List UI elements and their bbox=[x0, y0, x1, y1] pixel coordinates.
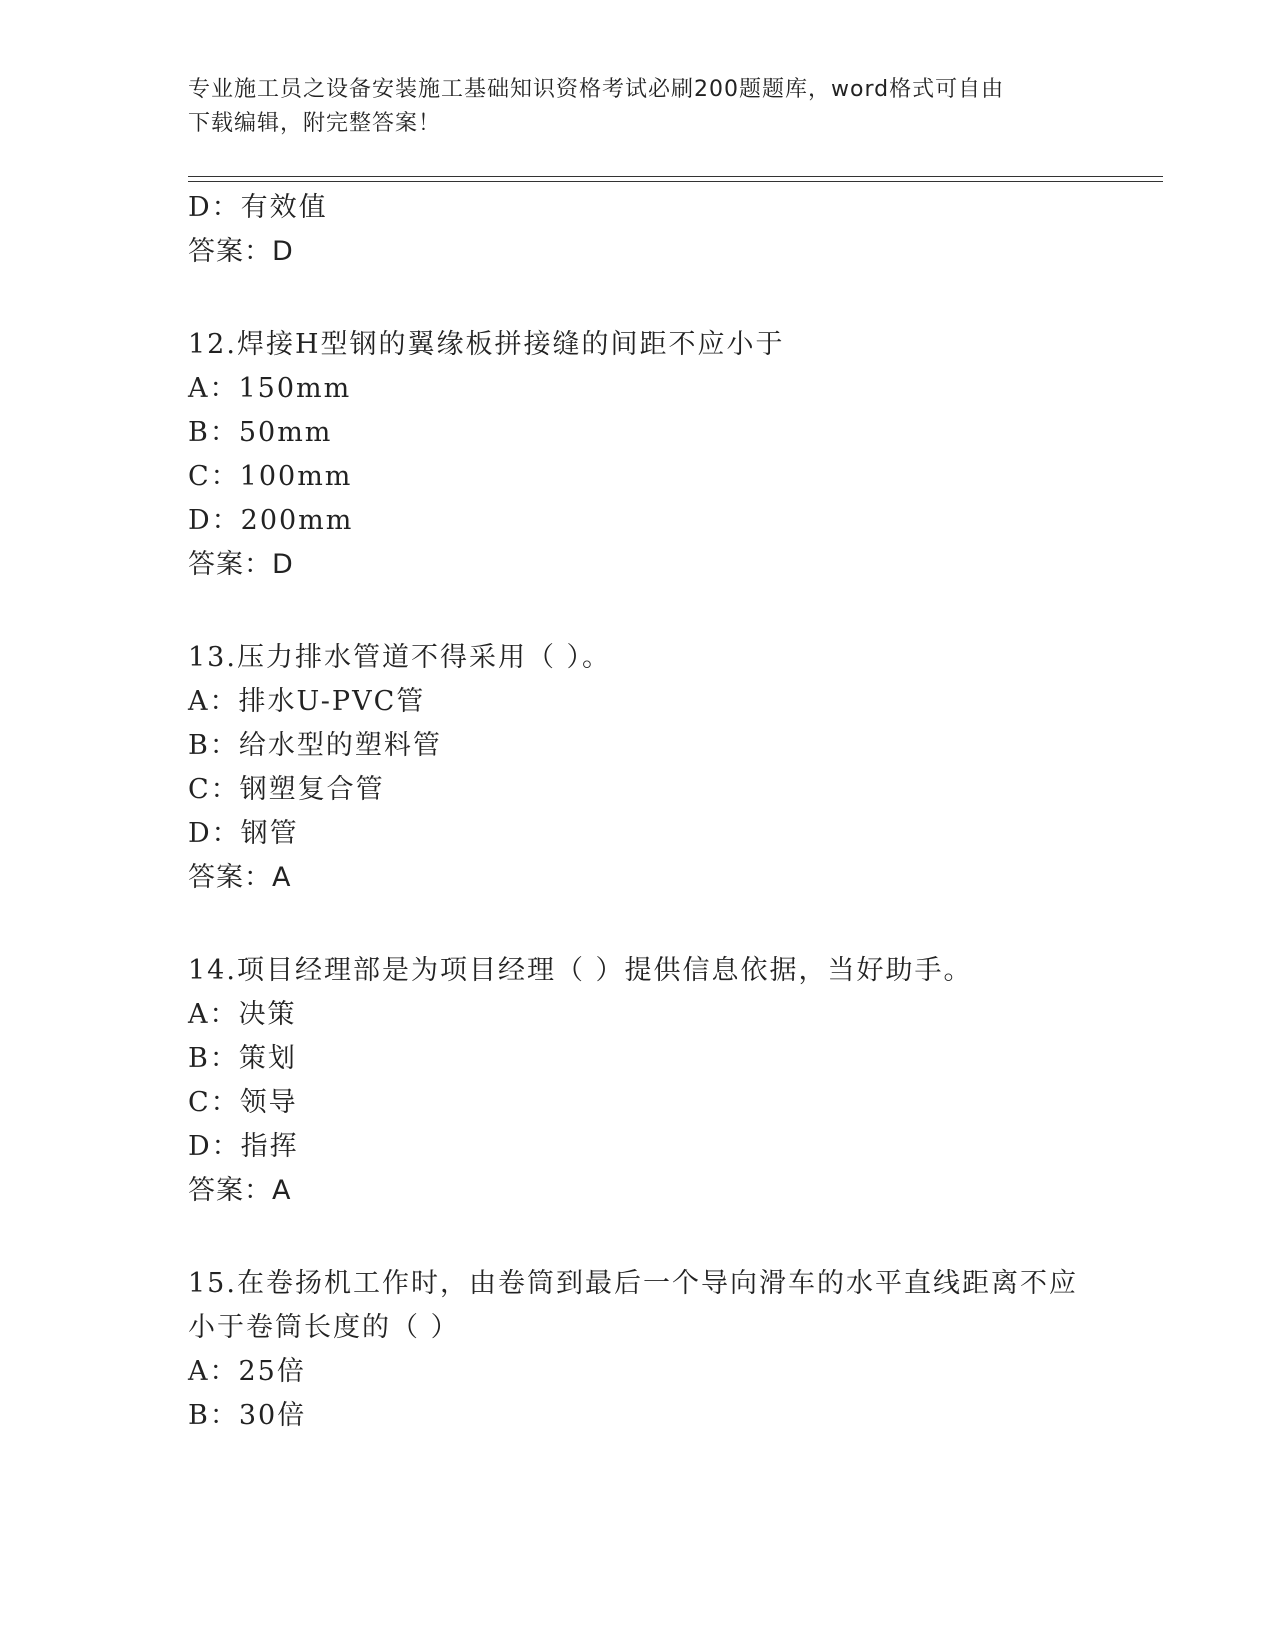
answer-line: 答案：D bbox=[188, 549, 294, 580]
header-divider-bottom bbox=[188, 181, 1163, 182]
question-13: 13.压力排水管道不得采用（ ）。 bbox=[188, 642, 612, 673]
header-title-line-2: 下载编辑，附完整答案！ bbox=[188, 111, 442, 136]
option-d: D：钢管 bbox=[188, 818, 299, 849]
option-b: B：30倍 bbox=[188, 1400, 307, 1431]
option-a: A：决策 bbox=[188, 999, 297, 1030]
option-c: C：钢塑复合管 bbox=[188, 774, 385, 805]
question-15-continued: 小于卷筒长度的（ ） bbox=[188, 1312, 460, 1343]
option-c: C：100mm bbox=[188, 461, 353, 492]
option-c: C：领导 bbox=[188, 1087, 298, 1118]
header-divider-top bbox=[188, 176, 1163, 177]
option-a: A：排水U-PVC管 bbox=[188, 686, 426, 717]
answer-line: 答案：A bbox=[188, 1175, 292, 1206]
option-a: A：150mm bbox=[188, 373, 352, 404]
question-15: 15.在卷扬机工作时，由卷筒到最后一个导向滑车的水平直线距离不应 bbox=[188, 1268, 1078, 1299]
header-title-line-1: 专业施工员之设备安装施工基础知识资格考试必刷200题题库，word格式可自由 bbox=[188, 77, 1005, 102]
answer-line: 答案：D bbox=[188, 236, 294, 267]
option-d: D：指挥 bbox=[188, 1131, 299, 1162]
option-b: B：50mm bbox=[188, 417, 333, 448]
option-d: D：200mm bbox=[188, 505, 354, 536]
option-d: D：有效值 bbox=[188, 192, 328, 223]
question-14: 14.项目经理部是为项目经理（ ）提供信息依据，当好助手。 bbox=[188, 955, 973, 986]
option-a: A：25倍 bbox=[188, 1356, 306, 1387]
question-12: 12.焊接H型钢的翼缘板拼接缝的间距不应小于 bbox=[188, 329, 785, 360]
option-b: B：给水型的塑料管 bbox=[188, 730, 442, 761]
answer-line: 答案：A bbox=[188, 862, 292, 893]
option-b: B：策划 bbox=[188, 1043, 297, 1074]
